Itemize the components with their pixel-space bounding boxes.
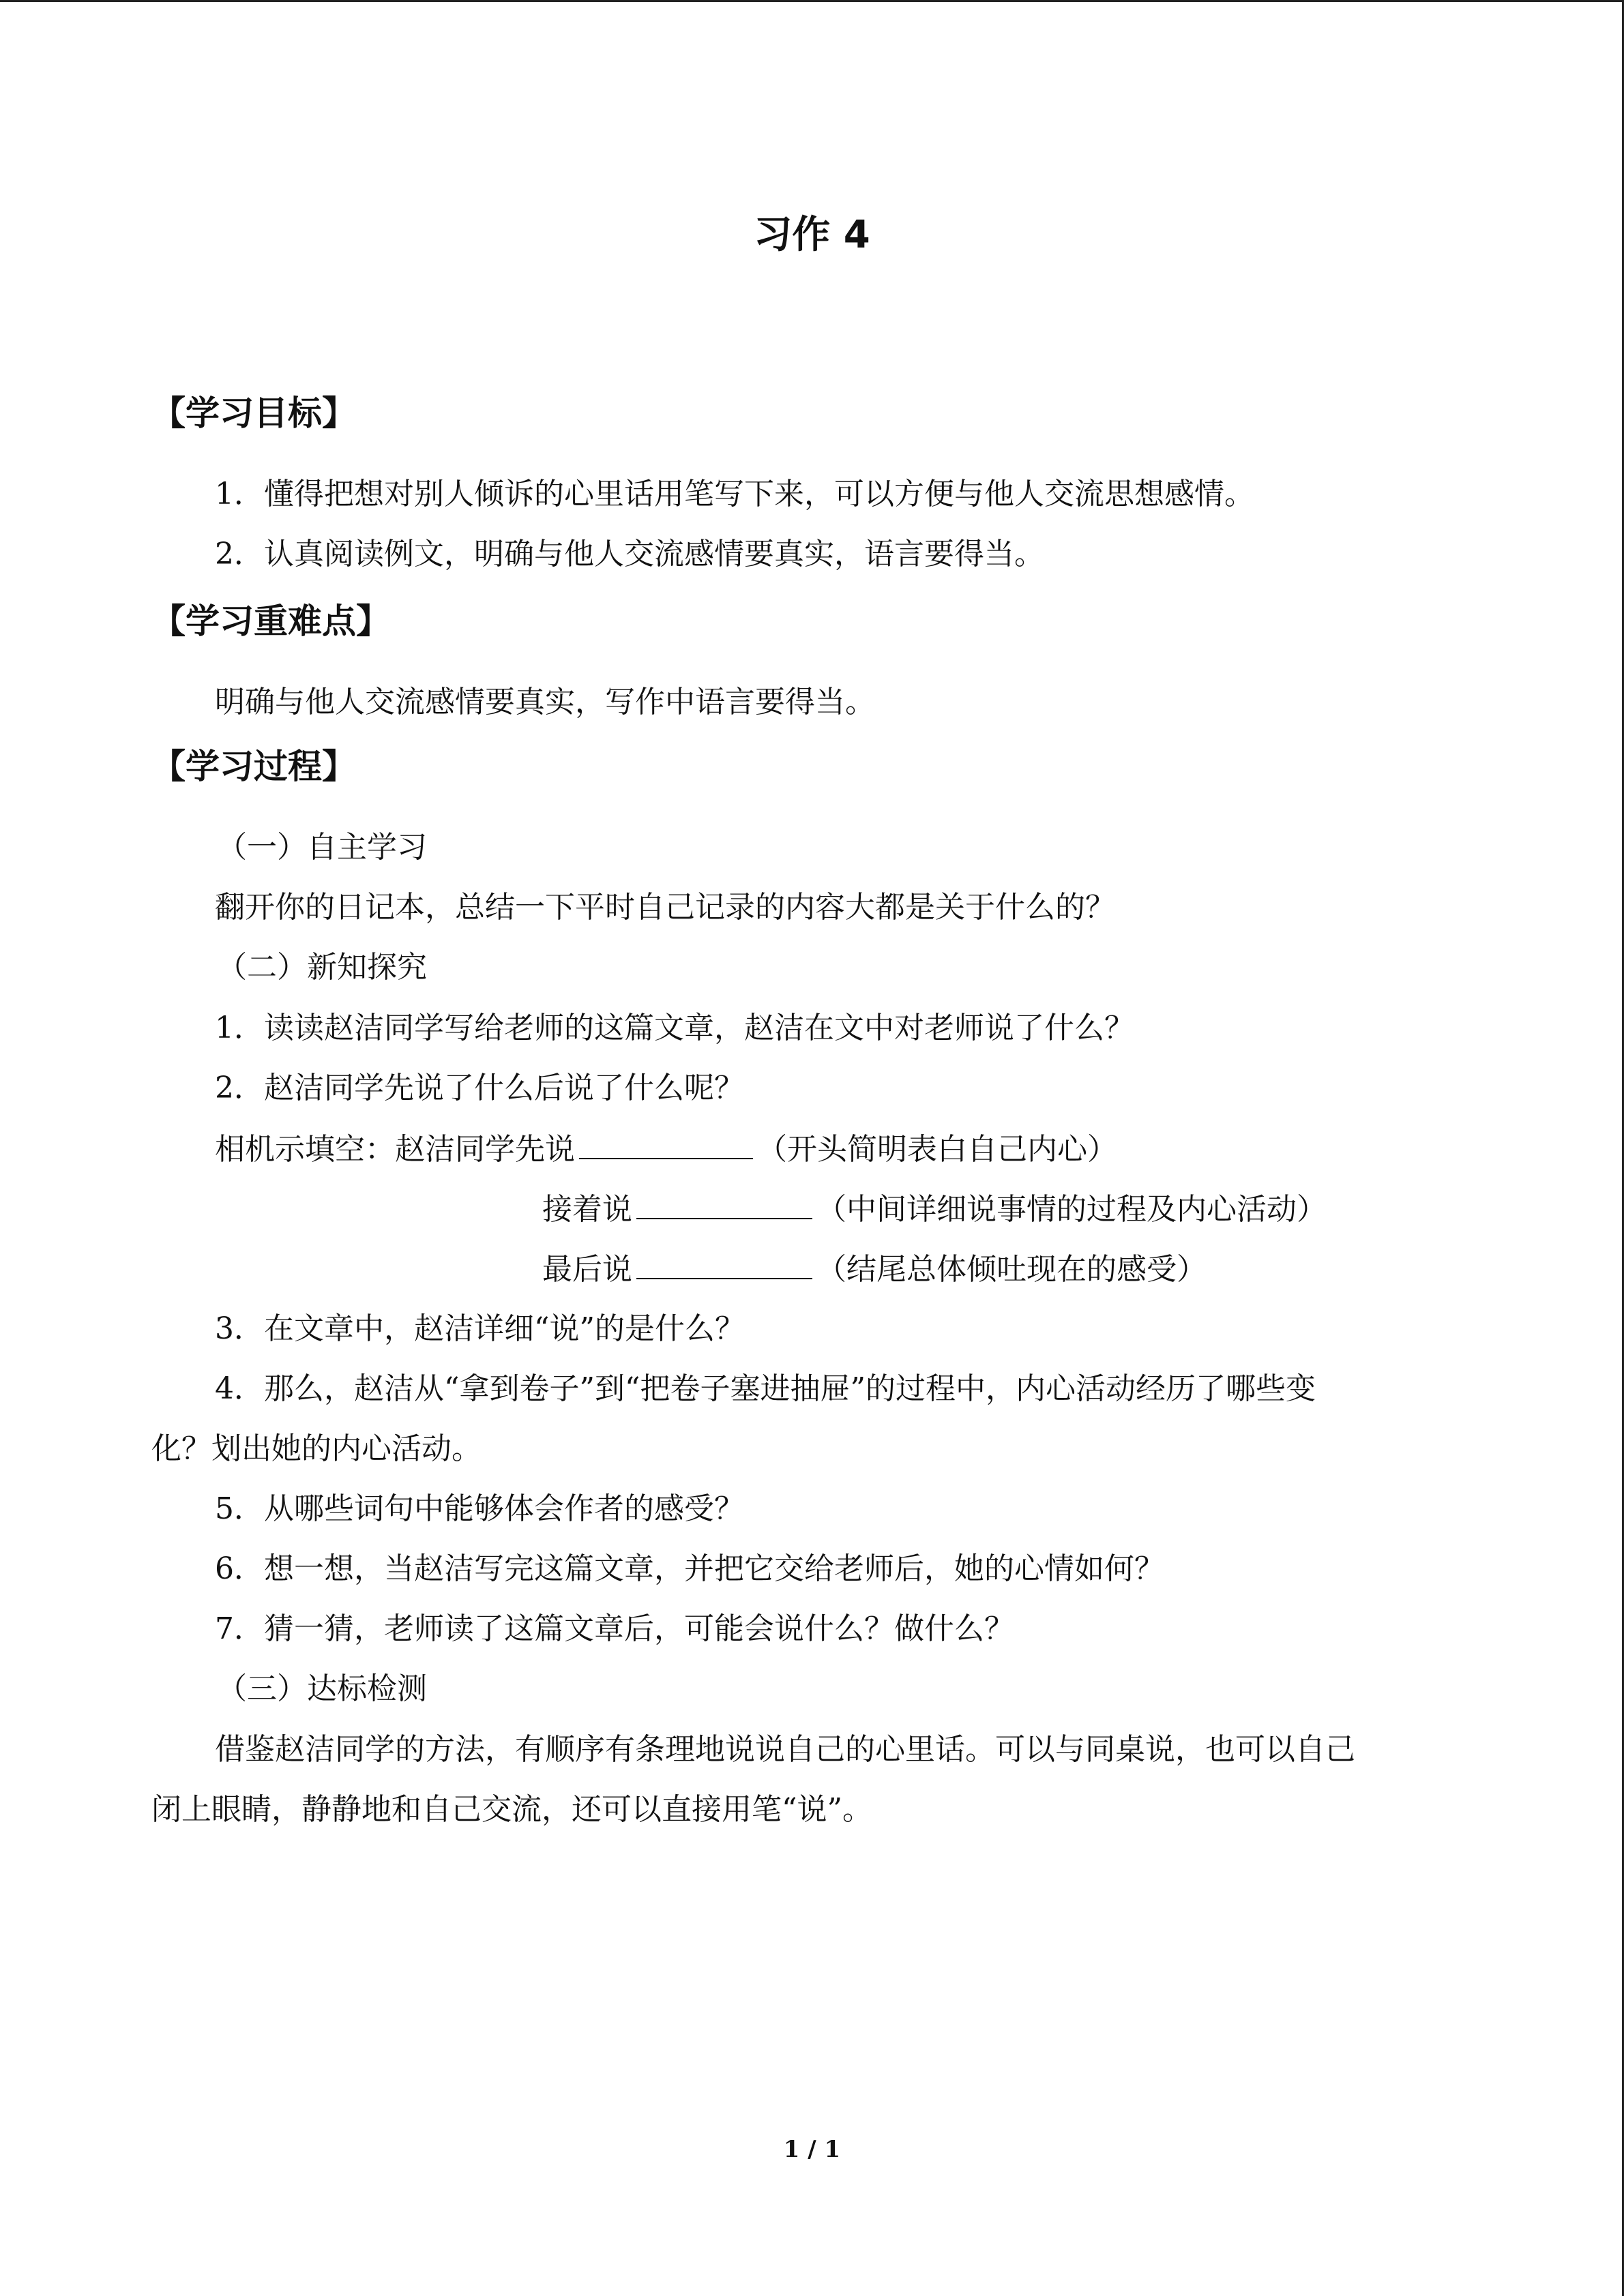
page-title: 习作 4 bbox=[754, 213, 870, 257]
heading-key-points: 【学习重难点】 bbox=[151, 601, 390, 641]
question-7: 7．猜一猜，老师读了这篇文章后，可能会说什么？做什么？ bbox=[215, 1611, 1014, 1646]
question-5: 5．从哪些词句中能够体会作者的感受？ bbox=[215, 1491, 744, 1526]
fill-blank-row-2 bbox=[542, 1188, 1327, 1230]
fill-label-2: 接着说 bbox=[542, 1192, 632, 1227]
question-4-line-2: 化？划出她的内心活动。 bbox=[151, 1431, 482, 1466]
fill-blank-2 bbox=[636, 1188, 812, 1219]
top-border-line bbox=[0, 0, 1624, 2]
goal-item-2: 2．认真阅读例文，明确与他人交流感情要真实，语言要得当。 bbox=[215, 537, 1044, 571]
fill-prefix: 相机示填空：赵洁同学先说 bbox=[215, 1132, 575, 1167]
fill-blank-row-3 bbox=[542, 1248, 1207, 1290]
key-points-text: 明确与他人交流感情要真实，写作中语言要得当。 bbox=[215, 685, 875, 719]
page-number: 1 / 1 bbox=[783, 2136, 841, 2163]
fill-blank-3 bbox=[636, 1248, 812, 1279]
question-1: 1．读读赵洁同学写给老师的这篇文章，赵洁在文中对老师说了什么？ bbox=[215, 1011, 1134, 1045]
part3-title: （三）达标检测 bbox=[217, 1671, 427, 1706]
part3-text-line-1: 借鉴赵洁同学的方法，有顺序有条理地说说自己的心里话。可以与同桌说，也可以自己 bbox=[215, 1732, 1355, 1767]
heading-learning-process: 【学习过程】 bbox=[151, 747, 356, 786]
fill-hint-1: （开头简明表白自己内心） bbox=[757, 1132, 1117, 1167]
part1-text: 翻开你的日记本，总结一下平时自己记录的内容大都是关于什么的？ bbox=[215, 890, 1115, 925]
part1-title: （一）自主学习 bbox=[217, 830, 427, 865]
fill-hint-3: （结尾总体倾吐现在的感受） bbox=[816, 1252, 1207, 1287]
fill-blank-row-1 bbox=[215, 1128, 1117, 1170]
part3-text-line-2: 闭上眼睛，静静地和自己交流，还可以直接用笔“说”。 bbox=[151, 1792, 872, 1827]
fill-label-3: 最后说 bbox=[542, 1252, 632, 1287]
question-2: 2．赵洁同学先说了什么后说了什么呢？ bbox=[215, 1071, 744, 1105]
fill-hint-2: （中间详细说事情的过程及内心活动） bbox=[816, 1192, 1327, 1227]
question-3: 3．在文章中，赵洁详细“说”的是什么？ bbox=[215, 1311, 745, 1346]
fill-blank-1 bbox=[579, 1128, 753, 1159]
heading-learning-goals: 【学习目标】 bbox=[151, 393, 356, 433]
part2-title: （二）新知探究 bbox=[217, 950, 427, 985]
question-4-line-1: 4．那么，赵洁从“拿到卷子”到“把卷子塞进抽屉”的过程中，内心活动经历了哪些变 bbox=[215, 1371, 1316, 1406]
question-6: 6．想一想，当赵洁写完这篇文章，并把它交给老师后，她的心情如何？ bbox=[215, 1551, 1164, 1586]
goal-item-1: 1．懂得把想对别人倾诉的心里话用笔写下来，可以方便与他人交流思想感情。 bbox=[215, 477, 1254, 511]
